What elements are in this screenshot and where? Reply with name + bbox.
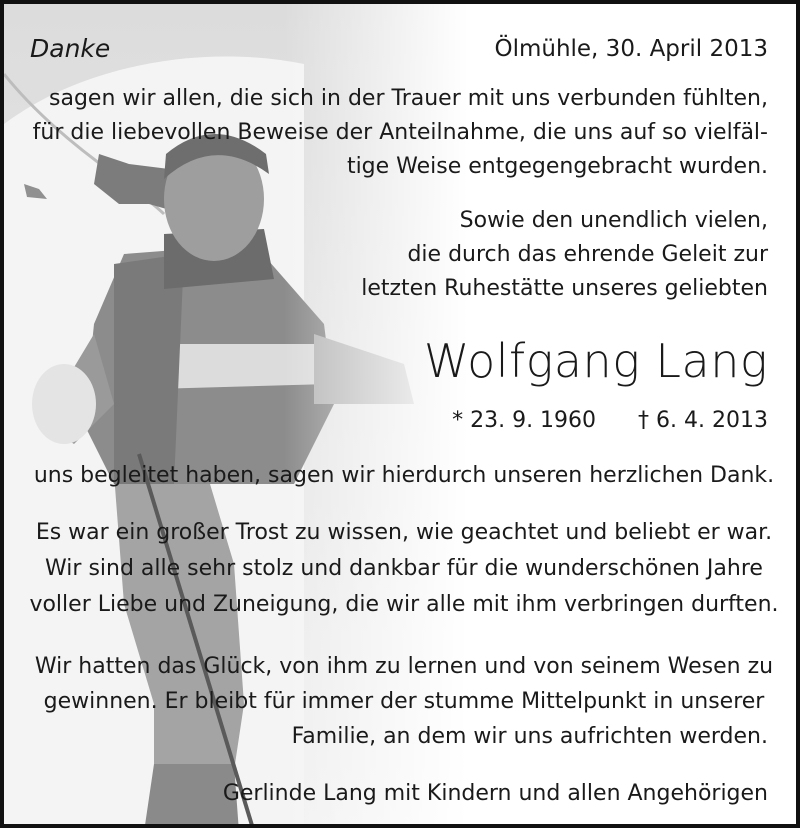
deceased-name: Wolfgang Lang bbox=[423, 334, 768, 388]
paragraph-line: Familie, an dem wir uns aufrichten werden. bbox=[291, 724, 768, 749]
paragraph-line: Wir hatten das Glück, von ihm zu lernen und von seinem Wesen zu bbox=[34, 654, 774, 679]
birth-date: * 23. 9. 1960 bbox=[452, 408, 597, 433]
paragraph-line: voller Liebe und Zuneigung, die wir alle mit ihm verbringen durften. bbox=[29, 592, 779, 617]
intro-line: sagen wir allen, die sich in der Trauer mit uns verbunden fühlten, bbox=[49, 86, 768, 111]
condolence-line: Sowie den unendlich vielen, bbox=[459, 208, 768, 233]
intro-line: für die liebevollen Beweise der Anteilnahme, die uns auf so vielfäl- bbox=[32, 120, 768, 145]
intro-line: tige Weise entgegengebracht wurden. bbox=[346, 154, 768, 179]
paragraph-line: Es war ein großer Trost zu wissen, wie geachtet und beliebt er war. bbox=[35, 520, 773, 545]
condolence-line: die durch das ehrende Geleit zur bbox=[407, 242, 768, 267]
place-date: Ölmühle, 30. April 2013 bbox=[494, 36, 768, 62]
life-dates bbox=[452, 404, 768, 438]
condolence-line: letzten Ruhestätte unseres geliebten bbox=[361, 276, 768, 301]
death-date: † 6. 4. 2013 bbox=[638, 408, 768, 433]
paragraph-line: gewinnen. Er bleibt für immer der stumme Mittelpunkt in unserer bbox=[43, 689, 765, 714]
greeting-heading: Danke bbox=[30, 34, 111, 63]
signature: Gerlinde Lang mit Kindern und allen Angehörigen bbox=[222, 781, 768, 806]
paragraph-line: Wir sind alle sehr stolz und dankbar für die wunderschönen Jahre bbox=[45, 556, 763, 581]
thanks-line: uns begleitet haben, sagen wir hierdurch unseren herzlichen Dank. bbox=[33, 463, 775, 488]
